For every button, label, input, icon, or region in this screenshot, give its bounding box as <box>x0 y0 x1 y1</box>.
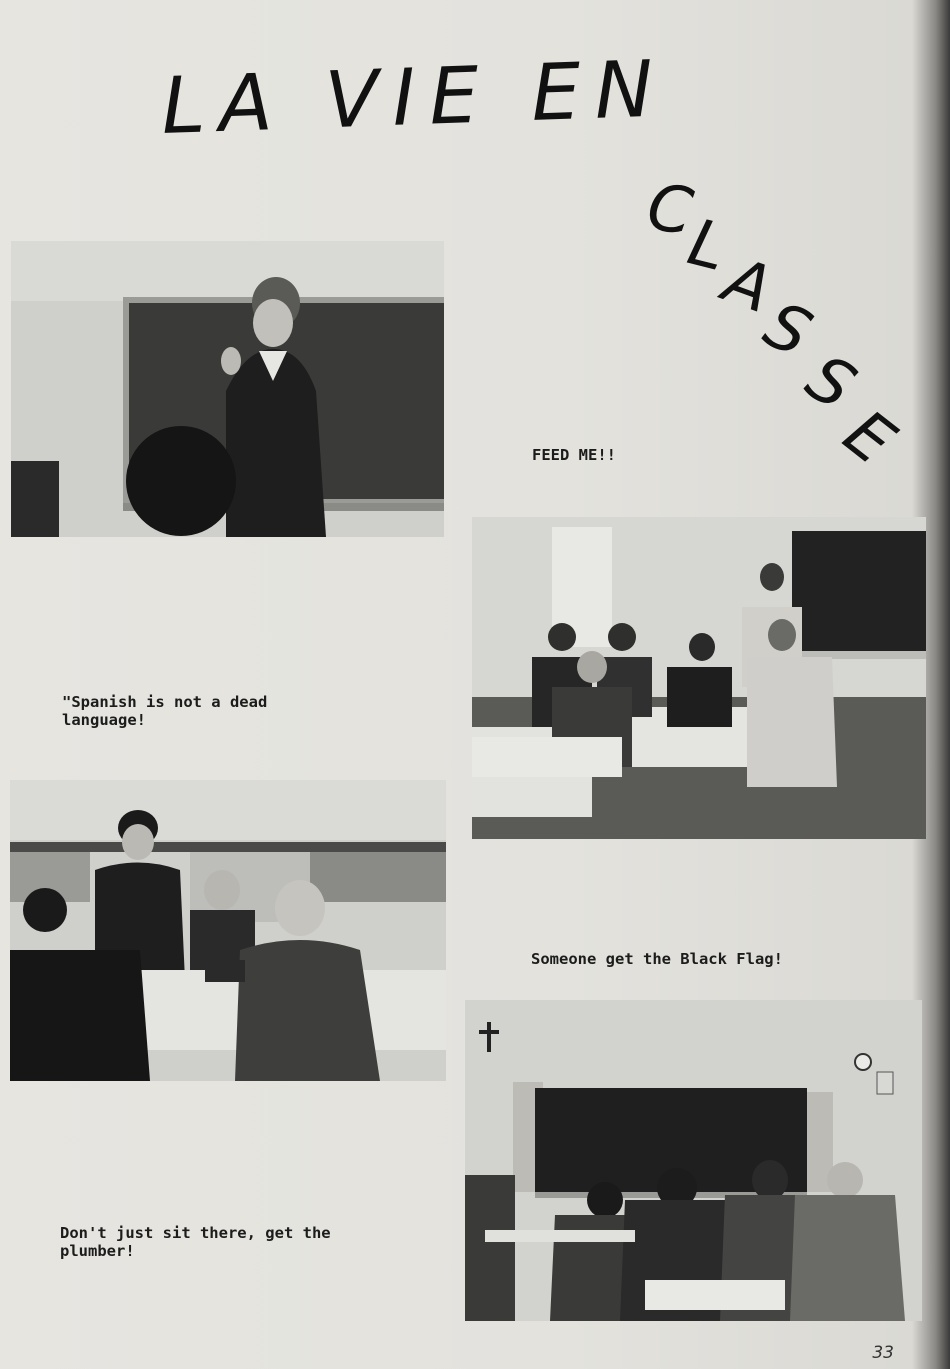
title-line-2-char: E <box>830 396 908 480</box>
title-line-2-char: A <box>714 243 781 329</box>
caption-black-flag: Someone get the Black Flag! <box>531 950 783 968</box>
title-line-2-char: L <box>681 205 734 287</box>
caption-plumber: Don't just sit there, get the plumber! <box>60 1224 331 1260</box>
photo-lecture-room <box>465 1000 922 1321</box>
title-line-2-char: S <box>793 340 868 426</box>
photo-classroom-students <box>472 517 926 839</box>
caption-feed-me: FEED ME!! <box>532 446 616 464</box>
photo-teacher-blackboard <box>11 241 444 537</box>
title-line-1: LA VIE EN <box>160 44 669 152</box>
page-number: 33 <box>872 1343 894 1363</box>
photo-students-desks <box>10 780 446 1081</box>
title-line-2-char: C <box>642 170 698 251</box>
caption-spanish: "Spanish is not a dead language! <box>62 693 268 729</box>
title-line-2-char: S <box>752 287 822 373</box>
